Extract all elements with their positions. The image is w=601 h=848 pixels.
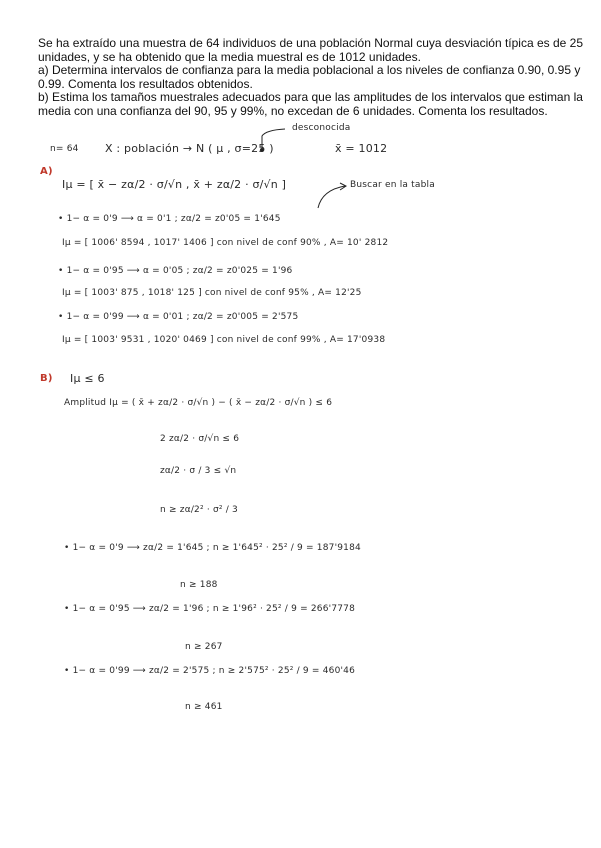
a3-alpha: • 1− α = 0'99 ⟶ α = 0'01 ; zα/2 = z0'005 = 2'575	[58, 312, 299, 322]
a2-interval: Iμ = [ 1003' 875 , 1018' 125 ] con nivel de conf 95% , A= 12'25	[62, 288, 362, 298]
a1-alpha: • 1− α = 0'9 ⟶ α = 0'1 ; zα/2 = z0'05 = 1'645	[58, 214, 281, 224]
note-amplitude-bound: Iμ ≤ 6	[70, 372, 105, 385]
a2-alpha: • 1− α = 0'95 ⟶ α = 0'05 ; zα/2 = z0'025 = 1'96	[58, 266, 293, 276]
amplitude-expression: Amplitud Iμ = ( x̄ + zα/2 · σ/√n ) − ( x̄ − zα/2 · σ/√n ) ≤ 6	[64, 398, 333, 408]
note-buscar-tabla: Buscar en la tabla	[350, 180, 435, 190]
note-population: X : población → N ( μ , σ=25 )	[105, 142, 274, 155]
problem-part-a: a) Determina intervalos de confianza para la media poblacional a los niveles de confianza 0.90, 0.95 y 0.99. Comenta los resultados obtenidos.	[38, 63, 581, 91]
note-desconocida: desconocida	[292, 123, 351, 133]
b2-calc: • 1− α = 0'95 ⟶ zα/2 = 1'96 ; n ≥ 1'96² · 25² / 9 = 266'7778	[64, 604, 356, 614]
step-2: zα/2 · σ / 3 ≤ √n	[160, 466, 237, 476]
b1-calc: • 1− α = 0'9 ⟶ zα/2 = 1'645 ; n ≥ 1'645² · 25² / 9 = 187'9184	[64, 543, 361, 553]
step-1: 2 zα/2 · σ/√n ≤ 6	[160, 434, 240, 444]
formula-interval: Iμ = [ x̄ − zα/2 · σ/√n , x̄ + zα/2 · σ/√n ]	[62, 178, 287, 191]
b3-calc: • 1− α = 0'99 ⟶ zα/2 = 2'575 ; n ≥ 2'575² · 25² / 9 = 460'46	[64, 666, 356, 676]
label-part-a: A)	[40, 166, 53, 177]
problem-part-b: b) Estima los tamaños muestrales adecuados para que las amplitudes de los intervalos que estiman la media con una confianza del 90, 95 y 99%, no excedan de 6 unidades. Comenta los resultados.	[38, 90, 583, 118]
b2-result: n ≥ 267	[185, 642, 223, 652]
b1-result: n ≥ 188	[180, 580, 218, 590]
note-sample-size: n= 64	[50, 144, 79, 154]
problem-intro: Se ha extraído una muestra de 64 individuos de una población Normal cuya desviación típica es de 25 unidades, y se ha obtenido que la media muestral es de 1012 unidades.	[38, 36, 584, 64]
b3-result: n ≥ 461	[185, 702, 223, 712]
note-sample-mean: x̄ = 1012	[335, 142, 388, 155]
step-3: n ≥ zα/2² · σ² / 3	[160, 505, 238, 515]
label-part-b: B)	[40, 373, 53, 384]
a3-interval: Iμ = [ 1003' 9531 , 1020' 0469 ] con nivel de conf 99% , A= 17'0938	[62, 335, 386, 345]
a1-interval: Iμ = [ 1006' 8594 , 1017' 1406 ] con nivel de conf 90% , A= 10' 2812	[62, 238, 389, 248]
